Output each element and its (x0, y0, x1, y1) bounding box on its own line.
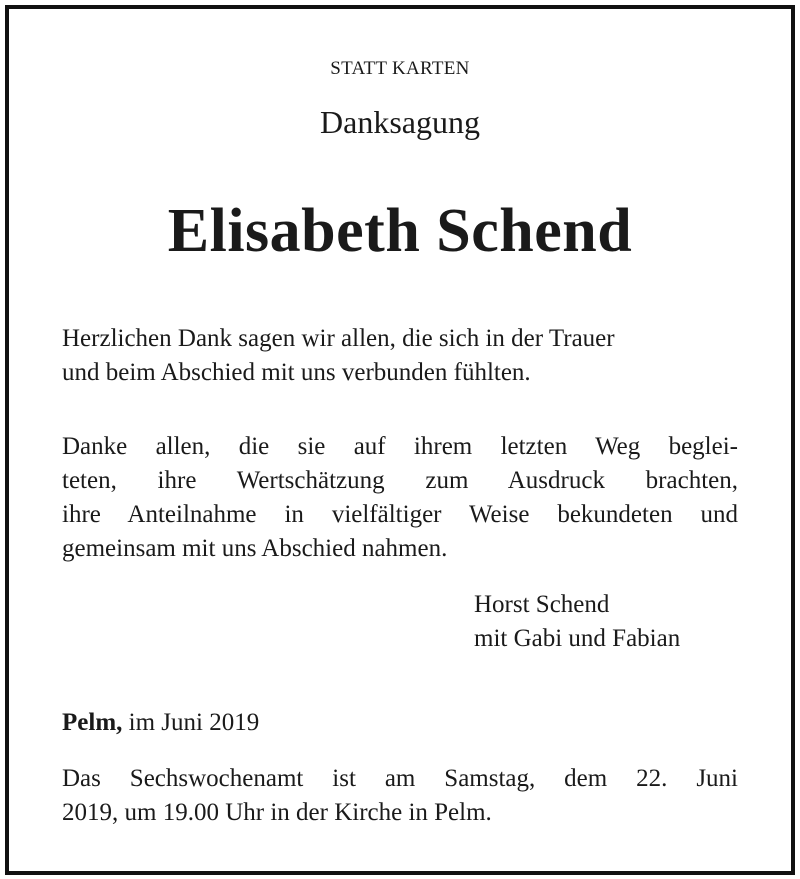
service-paragraph (62, 762, 738, 830)
gratitude-paragraph (62, 430, 738, 566)
signature-line-2: mit Gabi und Fabian (474, 625, 681, 652)
gratitude-line-4: gemeinsam mit uns Abschied nahmen. (62, 535, 448, 562)
service-line-2: 2019, um 19.00 Uhr in der Kirche in Pelm. (62, 799, 492, 826)
gratitude-line-3: ihre Anteilnahme in vielfältiger Weise bekundeten und (62, 501, 738, 528)
thanks-line-2: und beim Abschied mit uns verbunden fühlten. (62, 359, 531, 386)
deceased-name: Elisabeth Schend (167, 197, 633, 265)
gratitude-line-2: teten, ihre Wertschätzung zum Ausdruck brachten, (62, 467, 738, 494)
place-date-text: im Juni 2019 (122, 709, 260, 736)
thanks-paragraph (62, 322, 738, 390)
signature (474, 588, 680, 656)
service-line-1: Das Sechswochenamt ist am Samstag, dem 22. Juni (62, 765, 738, 792)
signature-line-1: Horst Schend (474, 591, 610, 618)
overline-text: STATT KARTEN (330, 58, 470, 79)
place-town: Pelm, (62, 709, 123, 736)
thanks-line-1: Herzlichen Dank sagen wir allen, die sich in der Trauer (62, 325, 615, 352)
heading: Danksagung (320, 104, 480, 140)
gratitude-line-1: Danke allen, die sie auf ihrem letzten Weg beglei- (62, 433, 738, 460)
place-date (62, 706, 259, 740)
